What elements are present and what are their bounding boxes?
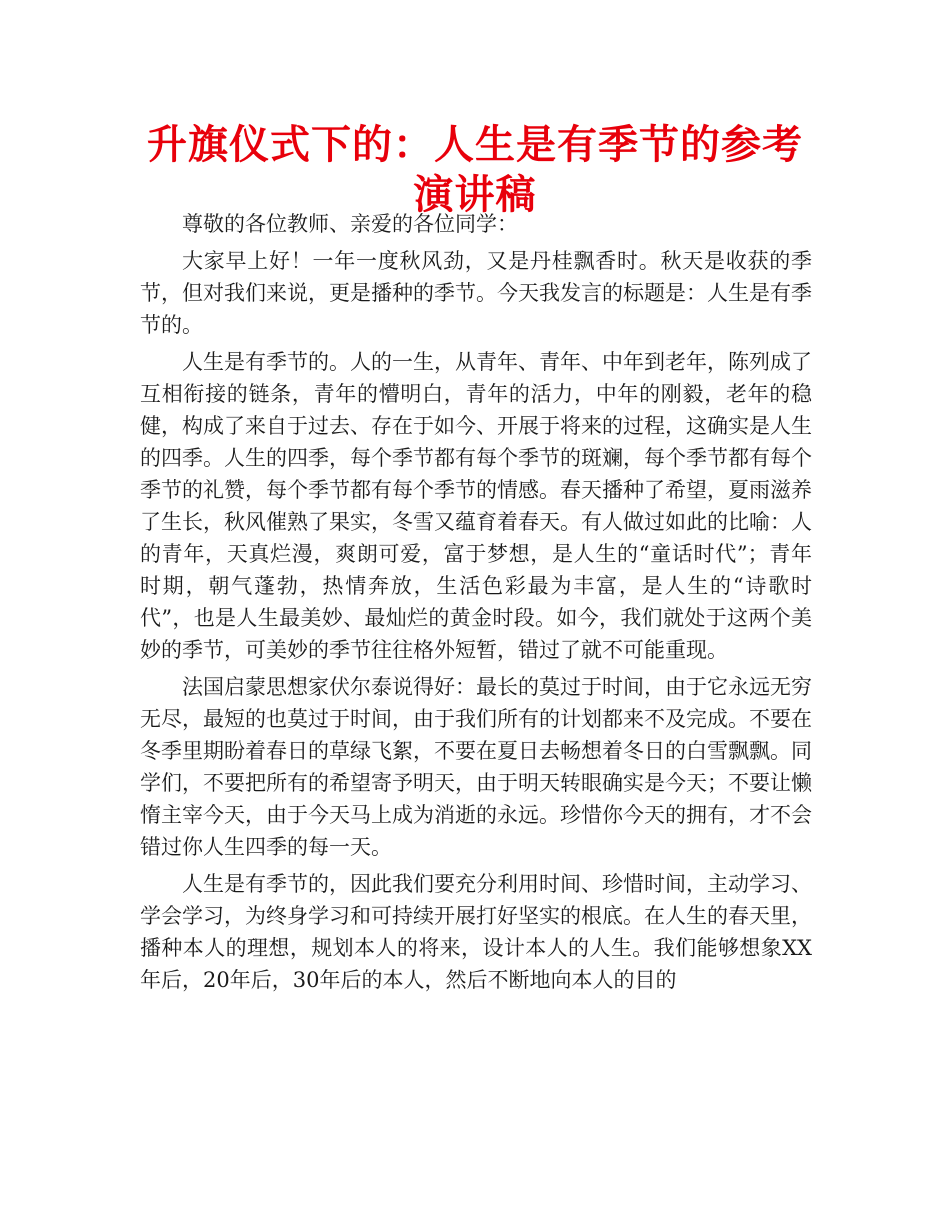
salutation-paragraph: 尊敬的各位教师、亲爱的各位同学： — [182, 212, 518, 236]
voltaire-paragraph: 法国启蒙思想家伏尔泰说得好：最长的莫过于时间，由于它永远无穷无尽，最短的也莫过于时间，由于我们所有的计划都来不及完成。不要在冬季里期盼着春日的草绿飞絮，不要在夏日去畅想着冬日的白雪飘飘。同学们，不要把所有的希望寄予明天，由于明天转眼确实是今天；不要让懒惰主宰今天，由于今天马上成为消逝的永远。珍惜你今天的拥有，才不会错过你人生四季的每一天。 — [140, 675, 812, 859]
page-title: 升旗仪式下的：人生是有季节的参考演讲稿 — [147, 122, 803, 218]
greeting-paragraph: 大家早上好！一年一度秋风劲，又是丹桂飘香时。秋天是收获的季节，但对我们来说，更是播种的季节。今天我发言的标题是：人生是有季节的。 — [140, 249, 812, 337]
cherish-time-paragraph: 人生是有季节的，因此我们要充分利用时间、珍惜时间，主动学习、学会学习，为终身学习和可持续开展打好坚实的根底。在人生的春天里，播种本人的理想，规划本人的将来，设计本人的人生。我们能够想象XX年后，20年后，30年后的本人，然后不断地向本人的目的 — [140, 872, 812, 992]
speech-body — [140, 208, 812, 996]
seasons-paragraph: 人生是有季节的。人的一生，从青年、青年、中年到老年，陈列成了互相衔接的链条，青年的懵明白，青年的活力，中年的刚毅，老年的稳健，构成了来自于过去、存在于如今、开展于将来的过程，这确实是人生的四季。人生的四季，每个季节都有每个季节的斑斓，每个季节都有每个季节的礼赞，每个季节都有每个季节的情感。春天播种了希望，夏雨滋养了生长，秋风催熟了果实，冬雪又蕴育着春天。有人做过如此的比喻：人的青年，天真烂漫，爽朗可爱，富于梦想，是人生的“童话时代”；青年时期，朝气蓬勃，热情奔放，生活色彩最为丰富，是人生的“诗歌时代”，也是人生最美妙、最灿烂的黄金时段。如今，我们就处于这两个美妙的季节，可美妙的季节往往格外短暂，错过了就不可能重现。 — [140, 350, 812, 662]
